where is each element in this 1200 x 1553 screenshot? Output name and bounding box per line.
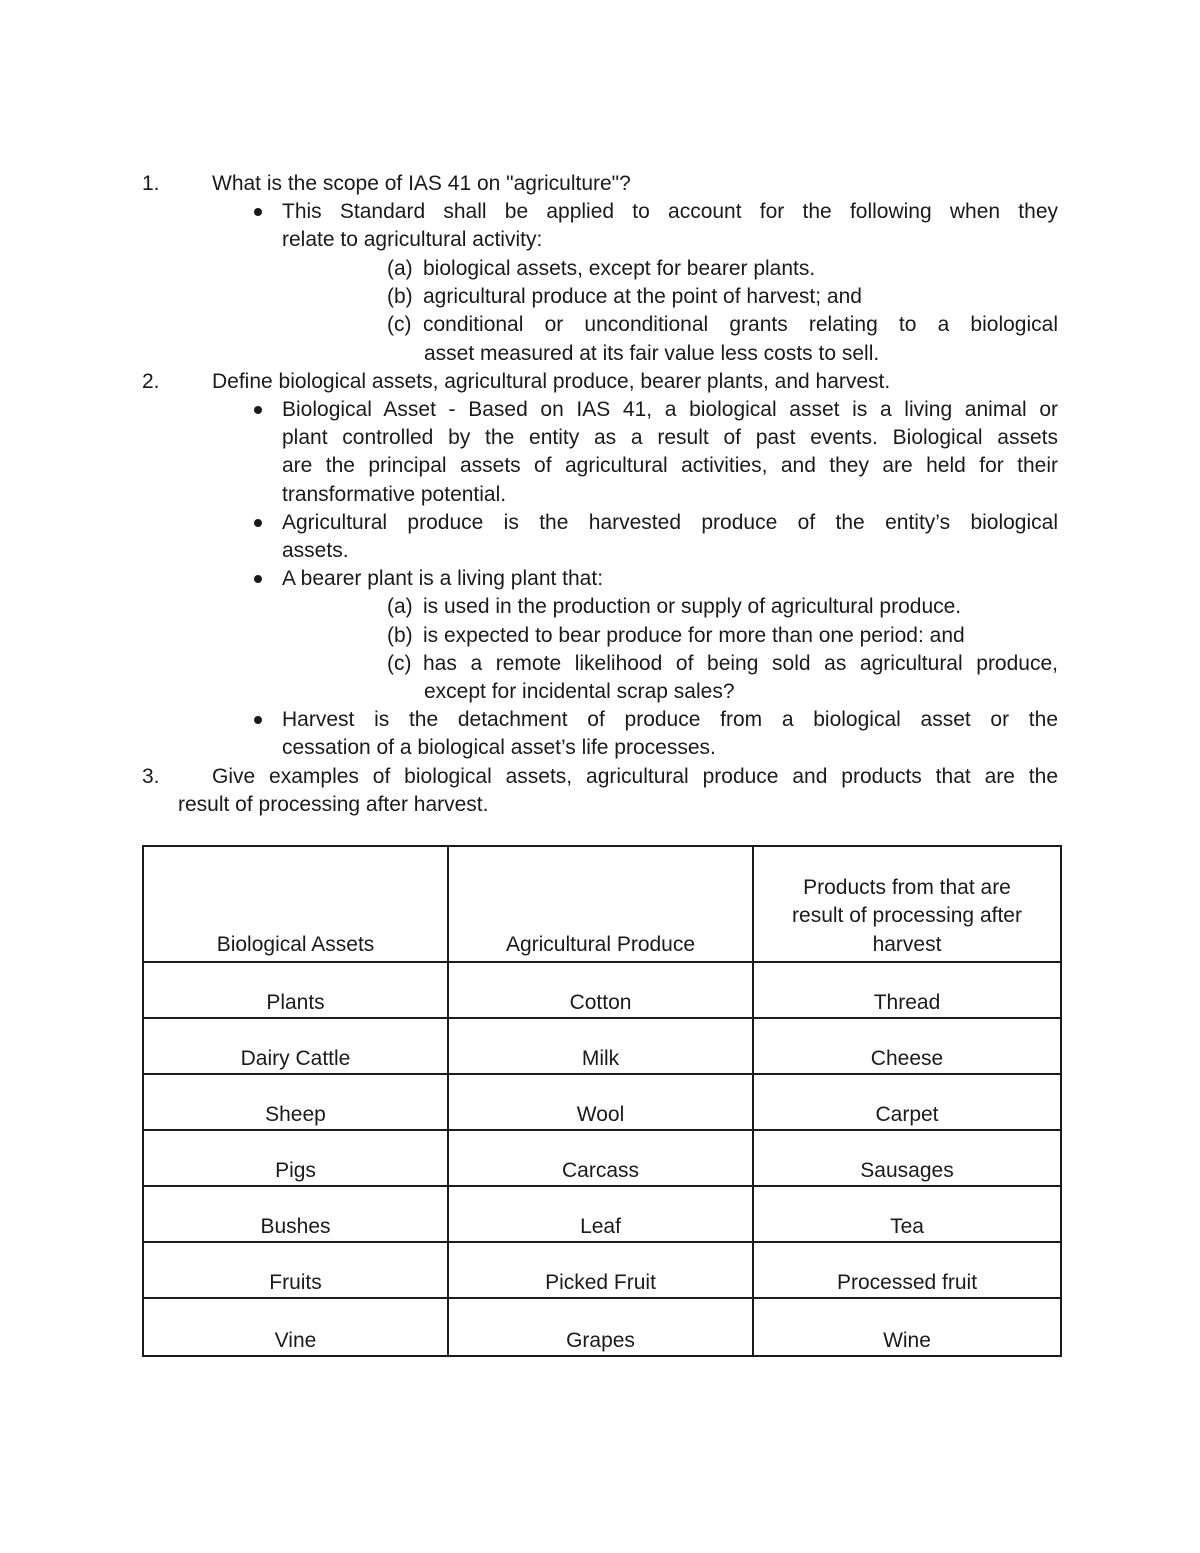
q2-harvest-line1: Harvest is the detachment of produce from a biological asset or the (282, 708, 1058, 731)
table-row (143, 1242, 1061, 1298)
table-row (143, 1186, 1061, 1242)
q1-number: 1. (142, 172, 160, 195)
bullet-icon (254, 406, 262, 414)
q2-bio-line1: Biological Asset - Based on IAS 41, a biological asset is a living animal or (282, 398, 1058, 421)
table-row (143, 1130, 1061, 1186)
cell-biological-asset: Pigs (143, 1130, 448, 1186)
q1-a-label: (a) (387, 257, 413, 280)
cell-processed-product: Tea (753, 1186, 1061, 1242)
cell-processed-product: Wine (753, 1298, 1061, 1356)
header-processed-line2: result of processing after (792, 904, 1022, 928)
q1-bullet-line1: This Standard shall be applied to account for the following when they (282, 200, 1058, 223)
q2-b-label: (b) (387, 624, 413, 647)
header-processed-line1: Products from that are (803, 876, 1011, 900)
q3-question-line1: Give examples of biological assets, agricultural produce and products that are the (212, 765, 1058, 788)
q2-bio-line4: transformative potential. (282, 483, 507, 506)
cell-agricultural-produce: Carcass (448, 1130, 753, 1186)
q2-bearer-intro: A bearer plant is a living plant that: (282, 567, 604, 590)
q2-c-line2: except for incidental scrap sales? (424, 680, 735, 703)
cell-processed-product: Cheese (753, 1018, 1061, 1074)
cell-agricultural-produce: Grapes (448, 1298, 753, 1356)
cell-processed-product: Processed fruit (753, 1242, 1061, 1298)
table-row (143, 962, 1061, 1018)
cell-agricultural-produce: Picked Fruit (448, 1242, 753, 1298)
q2-agri-line2: assets. (282, 539, 349, 562)
cell-agricultural-produce: Milk (448, 1018, 753, 1074)
q1-b-label: (b) (387, 285, 413, 308)
bullet-icon (254, 575, 262, 583)
cell-processed-product: Thread (753, 962, 1061, 1018)
header-agricultural-produce: Agricultural Produce (448, 846, 753, 962)
header-biological-assets: Biological Assets (143, 846, 448, 962)
table-row (143, 1074, 1061, 1130)
cell-agricultural-produce: Wool (448, 1074, 753, 1130)
cell-biological-asset: Vine (143, 1298, 448, 1356)
header-processed-products (753, 846, 1061, 962)
q2-agri-line1: Agricultural produce is the harvested produce of the entity’s biological (282, 511, 1058, 534)
q2-harvest-line2: cessation of a biological asset’s life processes. (282, 736, 716, 759)
q1-c-line1: conditional or unconditional grants relating to a biological (423, 313, 1058, 336)
q3-number: 3. (142, 765, 160, 788)
bullet-icon (254, 208, 262, 216)
q1-a-text: biological assets, except for bearer plants. (423, 257, 816, 280)
q2-c-line1: has a remote likelihood of being sold as agricultural produce, (423, 652, 1058, 675)
q1-c-line2: asset measured at its fair value less costs to sell. (424, 342, 880, 365)
cell-agricultural-produce: Cotton (448, 962, 753, 1018)
q1-b-text: agricultural produce at the point of harvest; and (423, 285, 862, 308)
q2-c-label: (c) (387, 652, 412, 675)
cell-biological-asset: Dairy Cattle (143, 1018, 448, 1074)
q2-question: Define biological assets, agricultural produce, bearer plants, and harvest. (212, 370, 891, 393)
q2-number: 2. (142, 370, 160, 393)
cell-biological-asset: Sheep (143, 1074, 448, 1130)
q2-bio-line3: are the principal assets of agricultural activities, and they are held for their (282, 454, 1058, 477)
cell-processed-product: Carpet (753, 1074, 1061, 1130)
cell-biological-asset: Bushes (143, 1186, 448, 1242)
cell-biological-asset: Fruits (143, 1242, 448, 1298)
table-row (143, 1018, 1061, 1074)
cell-biological-asset: Plants (143, 962, 448, 1018)
q2-bio-line2: plant controlled by the entity as a result of past events. Biological assets (282, 426, 1058, 449)
q3-question-line2: result of processing after harvest. (178, 793, 489, 816)
bullet-icon (254, 519, 262, 527)
cell-processed-product: Sausages (753, 1130, 1061, 1186)
cell-agricultural-produce: Leaf (448, 1186, 753, 1242)
q1-bullet-line2: relate to agricultural activity: (282, 228, 543, 251)
table-header-row (143, 846, 1061, 962)
q1-question: What is the scope of IAS 41 on "agriculture"? (212, 172, 631, 195)
q2-b-text: is expected to bear produce for more than one period: and (423, 624, 965, 647)
q2-a-label: (a) (387, 595, 413, 618)
q2-a-text: is used in the production or supply of agricultural produce. (423, 595, 962, 618)
examples-table (142, 845, 1062, 1357)
table-row (143, 1298, 1061, 1356)
bullet-icon (254, 716, 262, 724)
q1-c-label: (c) (387, 313, 412, 336)
header-processed-line3: harvest (872, 932, 942, 956)
